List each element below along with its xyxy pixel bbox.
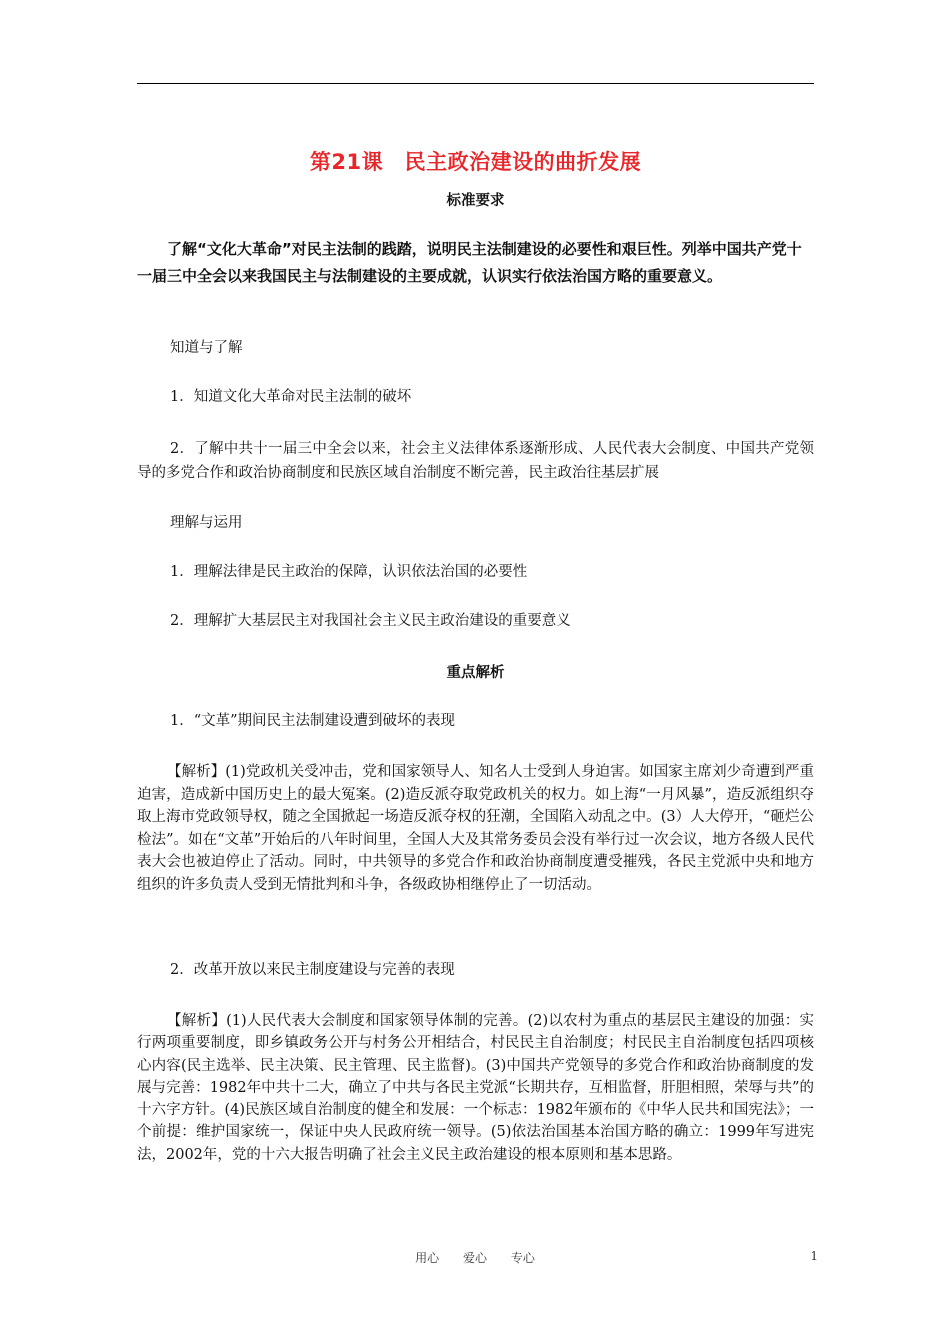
footer-slogan-1: 用心	[415, 1251, 440, 1265]
footer-slogan-3: 专心	[510, 1251, 535, 1265]
footer-slogan	[0, 1249, 950, 1266]
section-heading-key: 重点解析	[446, 665, 505, 681]
apply-item-2: 2．理解扩大基层民主对我国社会主义民主政治建设的重要意义	[170, 613, 571, 629]
intro-paragraph: 了解“文化大革命”对民主法制的践踏，说明民主法制建设的必要性和艰巨性。列举中国共产党十一届三中全会以来我国民主与法制建设的主要成就，认识实行依法治国方略的重要意义。	[137, 240, 802, 285]
know-heading: 知道与了解	[170, 340, 243, 356]
page-footer	[0, 1249, 950, 1269]
page-title: 第21课 民主政治建设的曲折发展	[309, 150, 642, 174]
know-item-1: 1．知道文化大革命对民主法制的破坏	[170, 389, 412, 405]
footer-slogan-2: 爱心	[462, 1251, 487, 1265]
section-heading-standard: 标准要求	[446, 193, 505, 209]
key2-analysis: 【解析】(1)人民代表大会制度和国家领导体制的完善。(2)以农村为重点的基层民主建设的加强：实行两项重要制度，即乡镇政务公开与村务公开相结合，村民民主自治制度；村民民主自治制度包括四项核心内容(民主选举、民主决策、民主管理、民主监督)。(3)中国共产党领导的多党合作和政治协商制度的发展与完善：1982年中共十二大，确立了中共与各民主党派“长期共存，互相监督，肝胆相照，荣辱与共”的十六字方针。(4)民族区域自治制度的健全和发展：一个标志：1982年颁布的《中华人民共和国宪法》；一个前提：维护国家统一，保证中央人民政府统一领导。(5)依法治国基本治国方略的确立：1999年写进宪法，2002年，党的十六大报告明确了社会主义民主政治建设的根本原则和基本思路。	[137, 1013, 814, 1163]
know-item-2: 2．了解中共十一届三中全会以来，社会主义法律体系逐渐形成、人民代表大会制度、中国共产党领导的多党合作和政治协商制度和民族区域自治制度不断完善，民主政治往基层扩展	[137, 441, 814, 481]
key1-analysis: 【解析】(1)党政机关受冲击，党和国家领导人、知名人士受到人身迫害。如国家主席刘少奇遭到严重迫害，造成新中国历史上的最大冤案。(2)造反派夺取党政机关的权力。如上海“一月风暴”，造反派组织夺取上海市党政领导权，随之全国掀起一场造反派夺权的狂潮，全国陷入动乱之中。(3）人大停开，“砸烂公检法”。如在“文革”开始后的八年时间里，全国人大及其常务委员会没有举行过一次会议，地方各级人民代表大会也被迫停止了活动。同时，中共领导的多党合作和政治协商制度遭受摧残，各民主党派中央和地方组织的许多负责人受到无情批判和斗争，各级政协相继停止了一切活动。	[137, 764, 814, 893]
key1-heading: 1．“文革”期间民主法制建设遭到破坏的表现	[170, 713, 456, 729]
apply-heading: 理解与运用	[170, 515, 243, 531]
key2-heading: 2．改革开放以来民主制度建设与完善的表现	[170, 962, 455, 978]
header-rule	[137, 83, 814, 84]
apply-item-1: 1．理解法律是民主政治的保障，认识依法治国的必要性	[170, 564, 528, 580]
page-number: 1	[810, 1249, 818, 1263]
